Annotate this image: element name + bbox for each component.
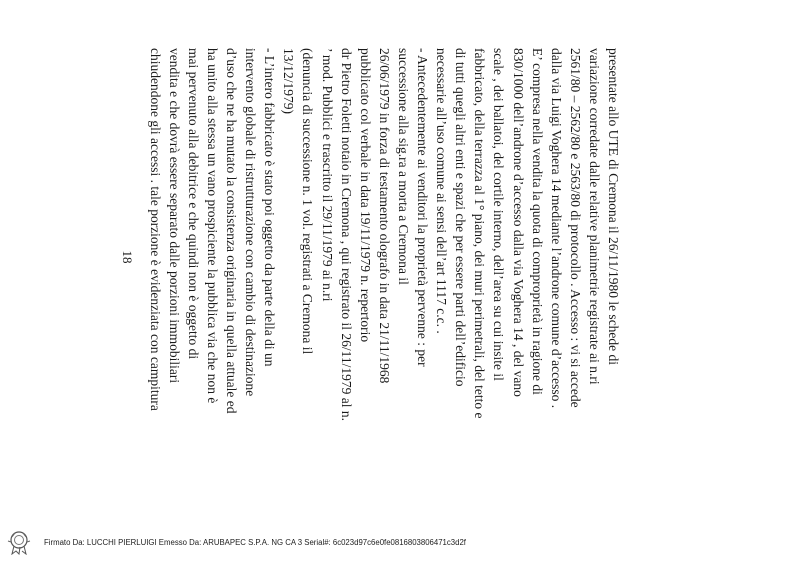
text-line: vendita e che dovrà essere separato dalle porzioni immobiliari (166, 48, 182, 384)
text-line: di tutti quegli altri enti e spazi che per essere parti dell’edificio (453, 48, 469, 387)
text-line: chiudendone gli accessi . tale porzione è evidenziata con campitura (147, 48, 163, 411)
page-number: 18 (120, 250, 135, 264)
text-line: necessarie all’uso comune ai sensi dell’art 1117 c.c. . (434, 48, 450, 334)
text-line: E’ compresa nella vendita la quota di comproprietà in ragione di (529, 48, 545, 395)
signature-footer (0, 529, 800, 557)
text-line: successione alla sig.ra a morta a Cremona il (395, 48, 411, 285)
text-line: pubblicato col verbale in data 19/11/1979 n. repertorio (357, 48, 373, 343)
text-line: presentate allo UTE di Cremona il 26/11/1980 le schede di (606, 48, 621, 366)
text-line: fabbricato, della terrazza al 1° piano, dei muri perimetrali, del tetto e (472, 48, 488, 419)
digital-signature-text: Firmato Da: LUCCHI PIERLUIGI Emesso Da: ARUBAPEC S.P.A. NG CA 3 Serial#: 6c023d97c6e0fe0816803806471c3d2f (44, 538, 466, 547)
text-line: variazione corredate dalle relative planimetrie registrate ai n.ri (586, 48, 602, 385)
text-line: ha unito alla stessa un vano prospiciente la pubblica via che non è (205, 48, 221, 404)
text-line: 830/1000 dell’androne d’accesso dalla via Voghera 14 , del vano (510, 48, 526, 397)
text-line: (denuncia di successione n. 1 vol. registrati a Cremona il (300, 48, 316, 355)
text-line: 26/06/1979 in forza di testamento olografo in data 21/11/1968 (376, 48, 392, 384)
text-line: scale , dei ballatoi, del cortile interno, dell’area su cui insite il (491, 48, 507, 381)
text-line: intervento globale di ristrutturazione con cambio di destinazione (243, 48, 259, 397)
text-line: dr Pietro Foletti notaio in Cremona , qui registrato il 26/11/1979 al n. (338, 48, 354, 421)
text-line: ’ mod. Pubblici e trascritto il 29/11/1979 ai n.ri (319, 48, 335, 302)
text-line: dalla via Luigi Voghera 14 mediante l’androne comune d’accesso . (548, 48, 564, 409)
text-line: 13/12/1979) (281, 48, 297, 114)
text-line: d’uso che ne ha mutato la consistenza originaria in quella attuale ed (224, 48, 240, 414)
document-body (0, 48, 623, 488)
text-line: - L’intero fabbricato è stato poi oggetto da parte della di un (262, 48, 278, 367)
text-line: 2561/80 – 2562/80 e 2563/80 di protocollo . Accesso : vi si accede (567, 48, 583, 408)
digital-signature-seal-icon (6, 529, 32, 555)
text-line: - Antecedentemente ai venditori la proprietà pervenne : per (415, 48, 431, 367)
text-line: mai pervenuto alla debitrice e che quindi non è oggetto di (185, 48, 201, 360)
